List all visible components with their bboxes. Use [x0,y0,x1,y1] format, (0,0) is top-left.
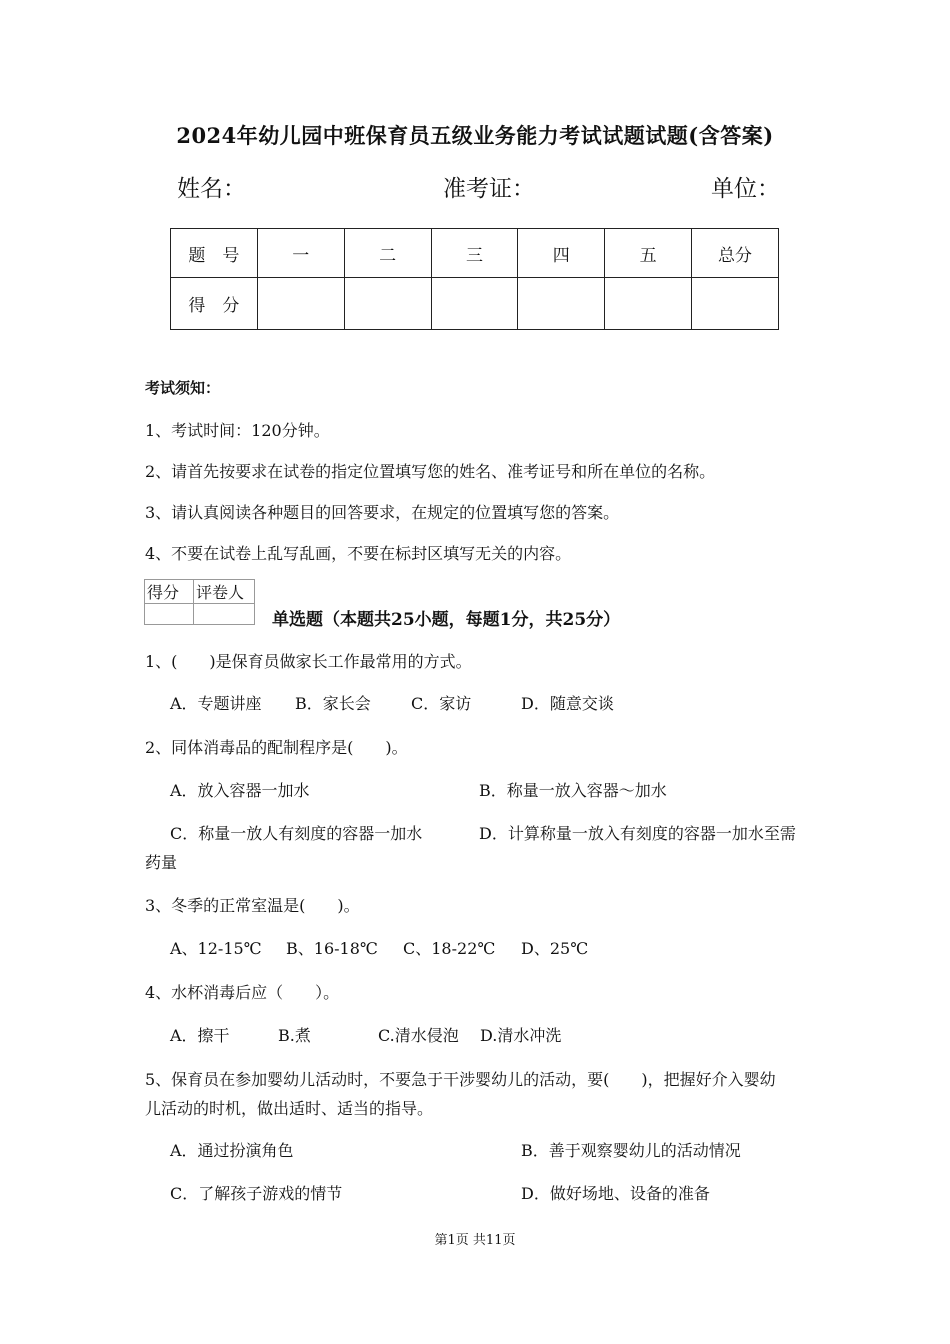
notice-heading: 考试须知： [145,379,221,397]
question-stem: 4、水杯消毒后应（ ）。 [145,983,340,1002]
score-table [170,228,779,330]
exam-id-field-label: 准考证： [443,176,535,202]
answer-option[interactable]: B．善于观察婴幼儿的活动情况 [521,1141,741,1160]
answer-option[interactable]: C．称量一放人有刻度的容器一加水 [170,824,423,843]
score-header-cell: 四 [518,229,605,278]
answer-option[interactable]: D.清水冲洗 [480,1026,562,1045]
answer-option[interactable]: D、25℃ [521,939,589,958]
grader-name-cell[interactable] [194,604,255,625]
score-table-score-row [171,278,779,330]
answer-option[interactable]: A．放入容器一加水 [170,781,310,800]
answer-option[interactable]: D．计算称量一放入有刻度的容器一加水至需 [479,824,796,843]
page-title: 2024年幼儿园中班保育员五级业务能力考试试题试题(含答案) [176,123,774,148]
score-cell[interactable] [518,278,605,330]
question-stem: 2、同体消毒品的配制程序是( )。 [145,738,408,757]
score-header-cell: 三 [431,229,518,278]
answer-option[interactable]: C、18-22℃ [403,939,496,958]
answer-option[interactable]: A．专题讲座 [170,694,262,713]
score-header-cell: 一 [257,229,344,278]
section-title: 单选题（本题共25小题，每题1分，共25分） [272,610,621,630]
score-header-cell: 二 [344,229,431,278]
notice-item: 2、请首先按要求在试卷的指定位置填写您的姓名、准考证号和所在单位的名称。 [145,462,716,481]
score-table-header-row [171,229,779,278]
question-continuation: 药量 [145,853,178,872]
score-cell[interactable] [692,278,779,330]
score-row-label: 得 分 [171,278,258,330]
score-cell[interactable] [605,278,692,330]
score-header-cell: 题 号 [171,229,258,278]
question-stem: 3、冬季的正常室温是( )。 [145,896,360,915]
question-stem: 1、( )是保育员做家长工作最常用的方式。 [145,652,472,671]
notice-item: 4、不要在试卷上乱写乱画，不要在标封区填写无关的内容。 [145,544,572,563]
score-cell[interactable] [257,278,344,330]
question-stem: 5、保育员在参加婴幼儿活动时，不要急于干涉婴幼儿的活动，要( )，把握好介入婴幼 [145,1070,776,1089]
answer-option[interactable]: B、16-18℃ [286,939,378,958]
answer-option[interactable]: B．称量一放入容器～加水 [479,781,667,800]
grader-score-cell[interactable] [145,604,194,625]
score-header-cell: 总分 [692,229,779,278]
score-cell[interactable] [344,278,431,330]
name-field-label: 姓名： [177,176,246,202]
grader-table [144,579,255,625]
notice-item: 3、请认真阅读各种题目的回答要求，在规定的位置填写您的答案。 [145,503,620,522]
unit-field-label: 单位： [711,176,780,202]
answer-option[interactable]: C.清水侵泡 [378,1026,459,1045]
answer-option[interactable]: B.煮 [278,1026,311,1045]
grader-score-label: 得分 [145,580,194,604]
answer-option[interactable]: B．家长会 [295,694,371,713]
answer-option[interactable]: A、12-15℃ [170,939,262,958]
answer-option[interactable]: D．做好场地、设备的准备 [521,1184,710,1203]
score-cell[interactable] [431,278,518,330]
question-continuation: 儿活动的时机，做出适时、适当的指导。 [145,1099,434,1118]
grader-name-label: 评卷人 [194,580,255,604]
score-header-cell: 五 [605,229,692,278]
answer-option[interactable]: A．擦干 [170,1026,230,1045]
answer-option[interactable]: C．了解孩子游戏的情节 [170,1184,343,1203]
page-footer: 第1页 共11页 [434,1233,516,1248]
answer-option[interactable]: D．随意交谈 [521,694,614,713]
answer-option[interactable]: C．家访 [411,694,472,713]
notice-item: 1、考试时间：120分钟。 [145,421,330,440]
answer-option[interactable]: A．通过扮演角色 [170,1141,294,1160]
